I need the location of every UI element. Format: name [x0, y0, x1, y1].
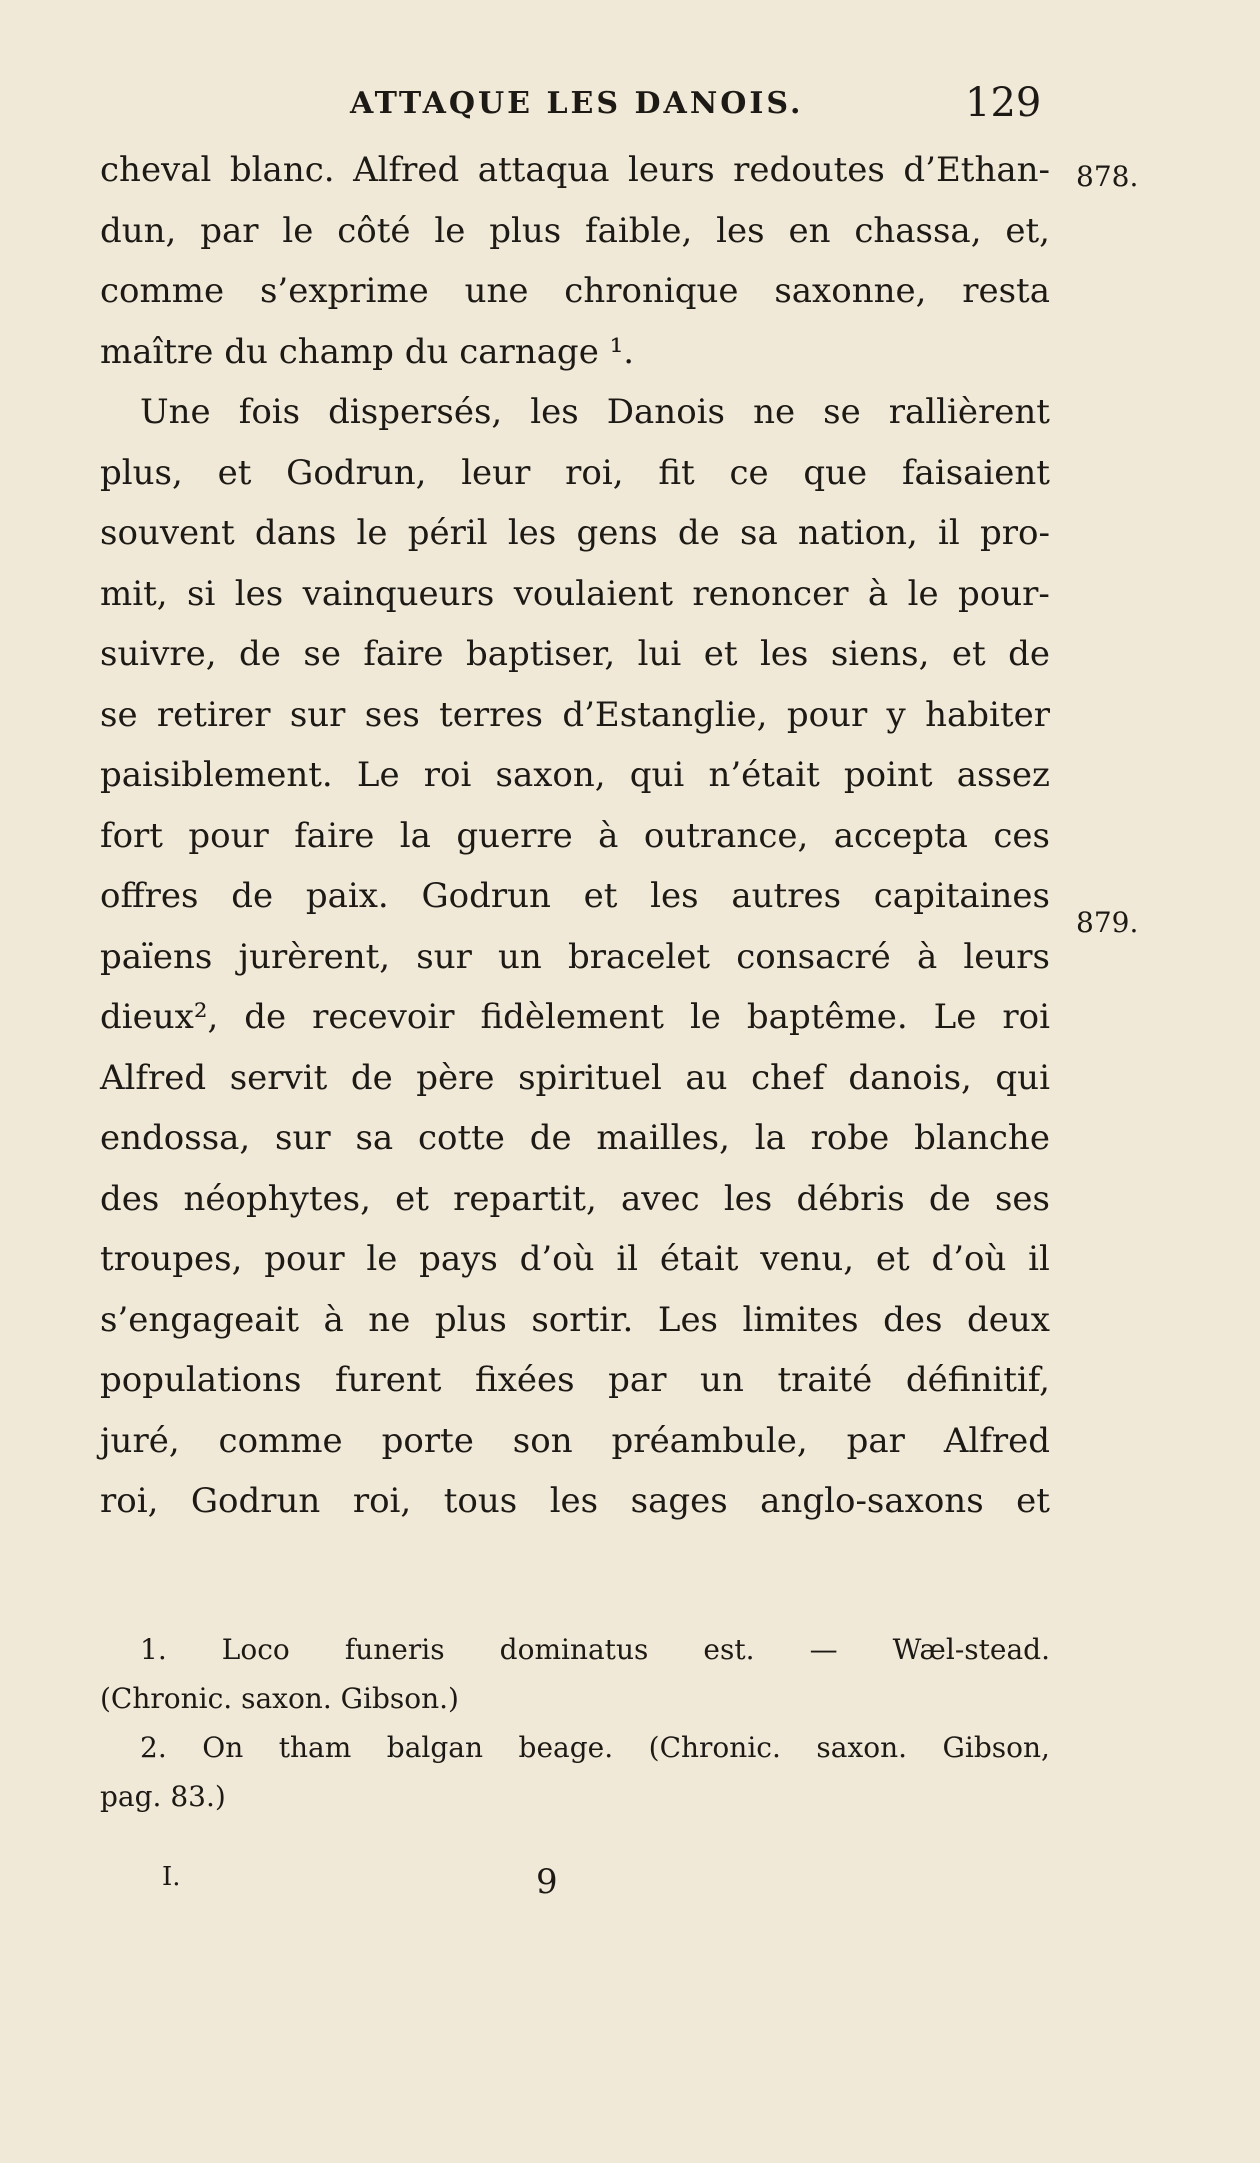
text-line: maître du champ du carnage ¹. [100, 331, 635, 372]
footnote-line: pag. 83.) [100, 1780, 226, 1813]
text-line: populations furent fixées par un traité définitif, [100, 1360, 1050, 1400]
text-line: dieux², de recevoir fidèlement le baptême. Le roi [100, 997, 1050, 1037]
text-line: fort pour faire la guerre à outrance, accepta ces [100, 815, 1050, 856]
signature-mark: I. [162, 1862, 181, 1892]
text-line: offres de paix. Godrun et les autres capitaines [100, 876, 1050, 916]
text-line: Une fois dispersés, les Danois ne se rallièrent [140, 392, 1050, 432]
text-line: troupes, pour le pays d’où il était venu, et d’où il [100, 1239, 1050, 1279]
text-line: païens jurèrent, sur un bracelet consacré à leurs [100, 936, 1050, 977]
footnotes [100, 1625, 1050, 1821]
text-line: roi, Godrun roi, tous les sages anglo-saxons et [100, 1481, 1050, 1521]
margin-year-879: 879. [1076, 906, 1139, 939]
text-line: comme s’exprime une chronique saxonne, resta [100, 271, 1050, 311]
text-line: paisiblement. Le roi saxon, qui n’était point assez [100, 755, 1050, 795]
signature-number: 9 [536, 1862, 558, 1902]
text-line: dun, par le côté le plus faible, les en chassa, et, [100, 210, 1050, 251]
footnote-line: (Chronic. saxon. Gibson.) [100, 1682, 459, 1715]
text-line: mit, si les vainqueurs voulaient renoncer à le pour- [100, 573, 1050, 614]
footnote-line: 2. On tham balgan beage. (Chronic. saxon. Gibson, [140, 1731, 1050, 1764]
text-line: plus, et Godrun, leur roi, fit ce que faisaient [100, 452, 1050, 493]
text-line: des néophytes, et repartit, avec les débris de ses [100, 1178, 1050, 1219]
text-line: cheval blanc. Alfred attaqua leurs redoutes d’Ethan- [100, 150, 1050, 190]
page-header [100, 80, 1050, 140]
page-number: 129 [965, 80, 1042, 126]
body-text [100, 140, 1050, 1532]
printer-signature [100, 1862, 1050, 1912]
running-title: ATTAQUE LES DANOIS. [350, 86, 804, 121]
text-line: suivre, de se faire baptiser, lui et les siens, et de [100, 634, 1050, 674]
text-line: endossa, sur sa cotte de mailles, la robe blanche [100, 1118, 1050, 1158]
text-line: souvent dans le péril les gens de sa nation, il pro- [100, 513, 1050, 553]
footnote-line: 1. Loco funeris dominatus est. — Wæl-stead. [140, 1633, 1050, 1666]
text-line: s’engageait à ne plus sortir. Les limites des deux [100, 1299, 1050, 1340]
text-line: juré, comme porte son préambule, par Alfred [100, 1420, 1050, 1461]
margin-year-878: 878. [1076, 160, 1139, 193]
text-line: Alfred servit de père spirituel au chef danois, qui [100, 1057, 1050, 1098]
text-line: se retirer sur ses terres d’Estanglie, pour y habiter [100, 694, 1050, 735]
